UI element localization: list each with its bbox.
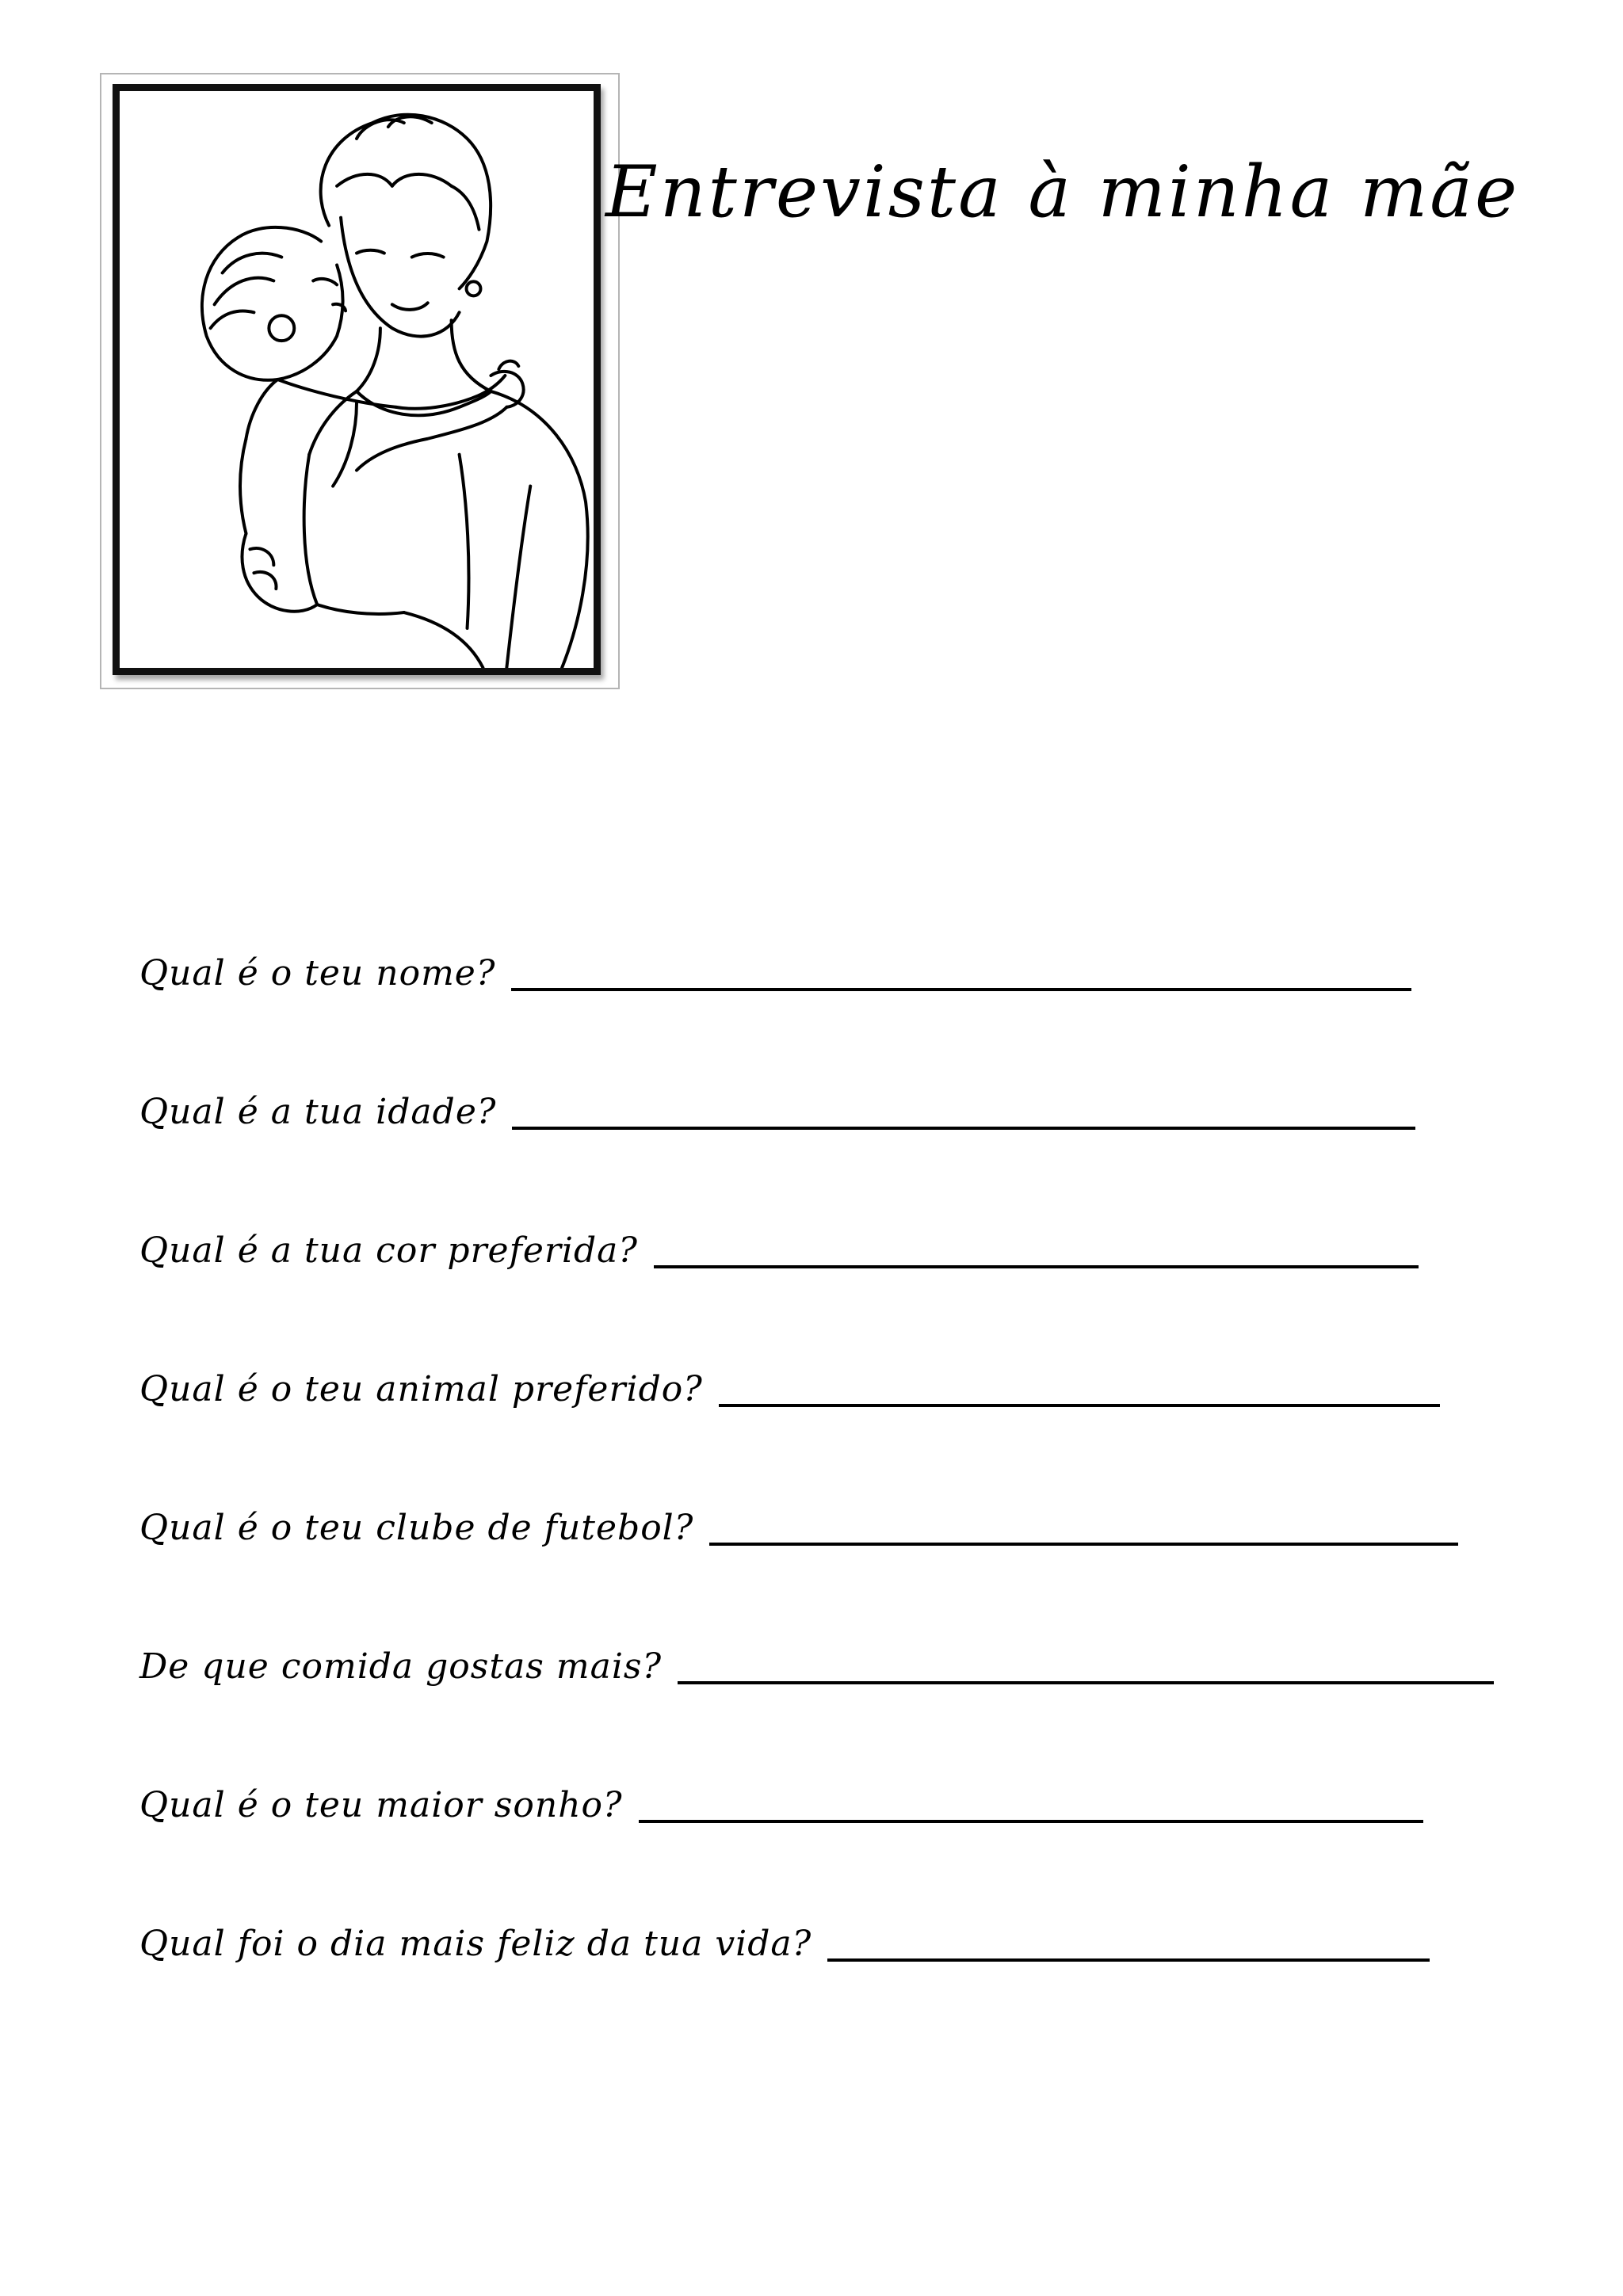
- question-row-happiest-day: [139, 1909, 1430, 1965]
- question-row-age: [139, 1077, 1415, 1133]
- answer-line-color[interactable]: [654, 1264, 1419, 1268]
- question-row-name: [139, 939, 1411, 994]
- question-label: Qual é o teu nome?: [139, 953, 496, 994]
- question-label: Qual é a tua idade?: [139, 1092, 497, 1132]
- question-label: Qual é o teu maior sonho?: [139, 1785, 623, 1825]
- mother-child-hug-illustration-icon: [113, 84, 601, 675]
- answer-line-happiest-day[interactable]: [827, 1958, 1430, 1962]
- answer-line-name[interactable]: [511, 987, 1411, 991]
- question-row-dream: [139, 1771, 1423, 1826]
- answer-line-animal[interactable]: [719, 1403, 1440, 1407]
- question-label: De que comida gostas mais?: [139, 1646, 663, 1687]
- answer-line-dream[interactable]: [639, 1819, 1423, 1823]
- answer-line-club[interactable]: [709, 1542, 1458, 1546]
- question-label: Qual é o teu clube de futebol?: [139, 1508, 694, 1548]
- question-label: Qual foi o dia mais feliz da tua vida?: [139, 1924, 812, 1964]
- question-row-club: [139, 1493, 1458, 1549]
- question-row-food: [139, 1632, 1494, 1688]
- illustration-frame: [100, 73, 620, 689]
- answer-line-age[interactable]: [512, 1126, 1415, 1130]
- question-label: Qual é a tua cor preferida?: [139, 1230, 638, 1271]
- answer-line-food[interactable]: [678, 1680, 1494, 1684]
- question-row-color: [139, 1216, 1419, 1272]
- question-label: Qual é o teu animal preferido?: [139, 1369, 703, 1409]
- question-row-animal: [139, 1355, 1440, 1410]
- page-title: Entrevista à minha mãe: [605, 151, 1520, 234]
